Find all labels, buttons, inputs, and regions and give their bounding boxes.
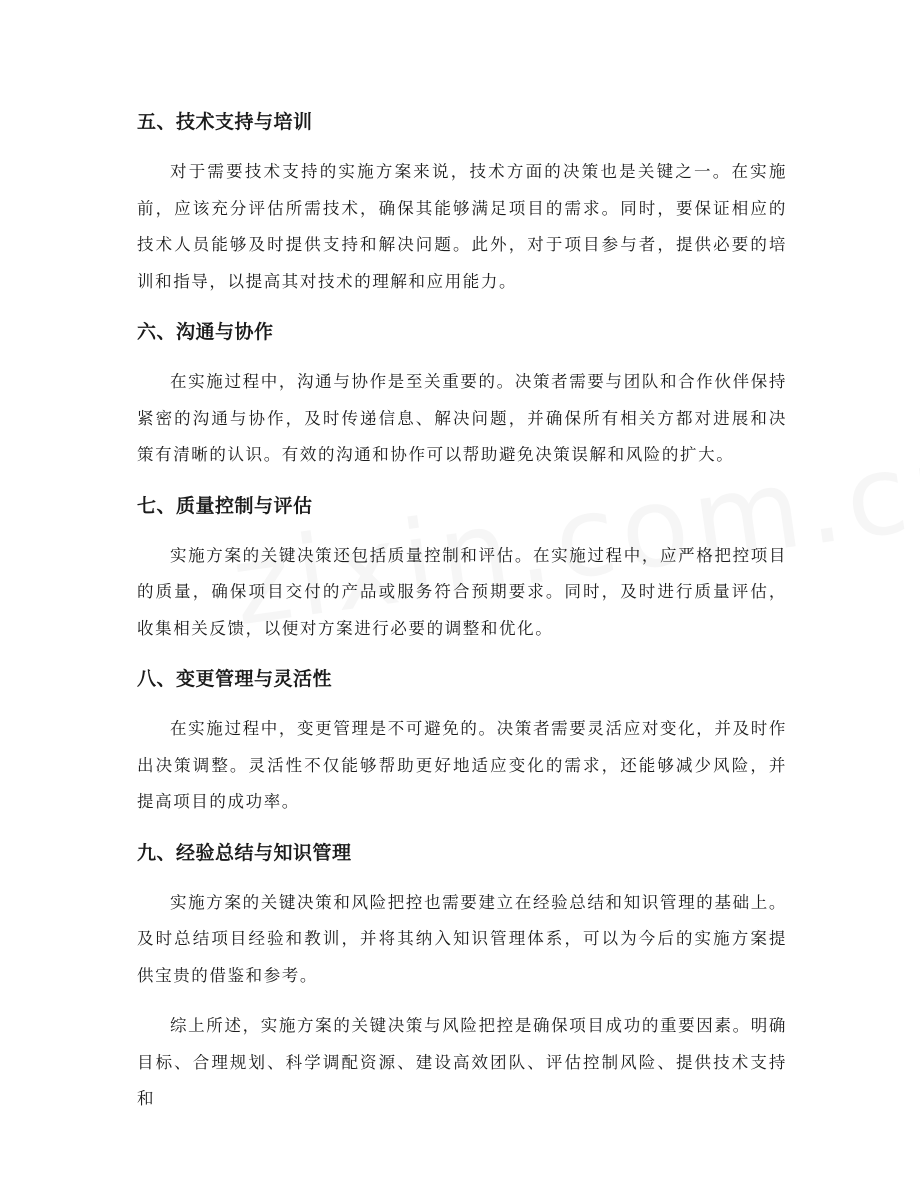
section-change-management [137,661,787,835]
section-knowledge-management [137,835,787,1009]
section-technical-support [137,104,787,314]
section-communication [137,314,787,488]
section-heading: 八、变更管理与灵活性 [137,668,333,690]
section-quality-control [137,488,787,662]
section-paragraph: 在实施过程中，沟通与协作是至关重要的。决策者需要与团队和合作伙伴保持紧密的沟通与协作，及时传递信息、解决问题，并确保所有相关方都对进展和决策有清晰的认识。有效的沟通和协作可以帮助避免决策误解和风险的扩大。 [137,372,787,464]
section-heading: 六、沟通与协作 [137,321,274,343]
section-heading: 九、经验总结与知识管理 [137,841,352,864]
section-paragraph: 实施方案的关键决策还包括质量控制和评估。在实施过程中，应严格把控项目的质量，确保项目交付的产品或服务符合预期要求。同时，及时进行质量评估，收集相关反馈，以便对方案进行必要的调整和优化。 [137,545,787,638]
section-paragraph: 对于需要技术支持的实施方案来说，技术方面的决策也是关键之一。在实施前，应该充分评估所需技术，确保其能够满足项目的需求。同时，要保证相应的技术人员能够及时提供支持和解决问题。此外，对于项目参与者，提供必要的培训和指导，以提高其对技术的理解和应用能力。 [137,162,787,291]
section-heading: 五、技术支持与培训 [137,111,313,133]
section-heading: 七、质量控制与评估 [137,494,313,517]
conclusion-paragraph: 综上所述，实施方案的关键决策与风险把控是确保项目成功的重要因素。明确目标、合理规划、科学调配资源、建设高效团队、评估控制风险、提供技术支持和 [137,1016,787,1108]
document-body [137,104,787,1118]
section-paragraph: 实施方案的关键决策和风险把控也需要建立在经验总结和知识管理的基础上。及时总结项目经验和教训，并将其纳入知识管理体系，可以为今后的实施方案提供宝贵的借鉴和参考。 [137,892,787,985]
section-paragraph: 在实施过程中，变更管理是不可避免的。决策者需要灵活应对变化，并及时作出决策调整。灵活性不仅能够帮助更好地适应变化的需求，还能够减少风险，并提高项目的成功率。 [137,719,787,811]
